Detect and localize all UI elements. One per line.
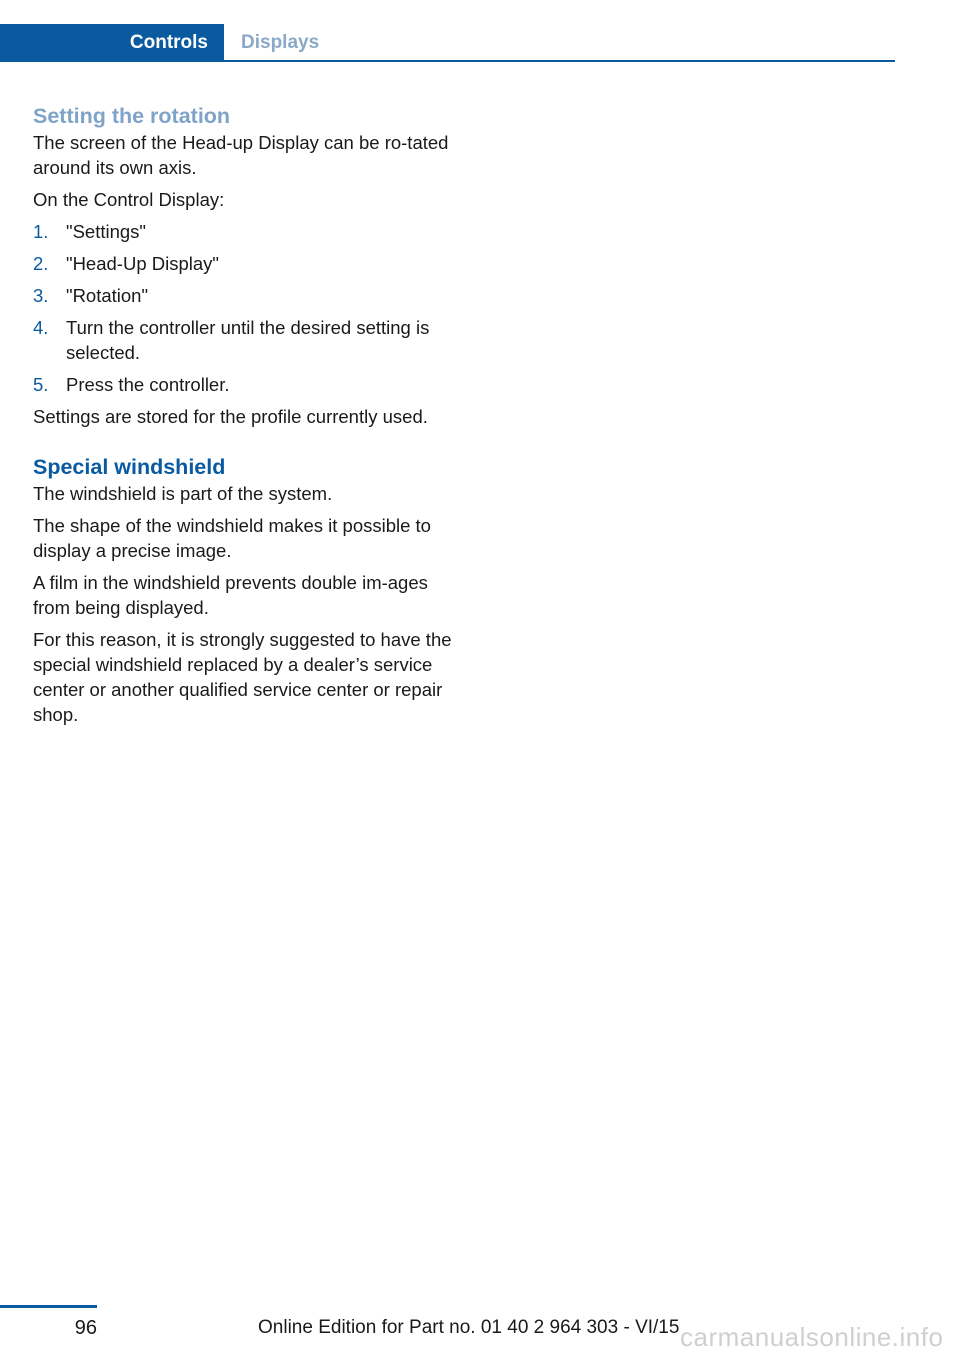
edition-text: Online Edition for Part no. 01 40 2 964 303 - VI/15	[258, 1317, 680, 1338]
tab-displays[interactable]: Displays	[241, 32, 320, 53]
header-divider	[0, 60, 895, 62]
step-number: 1.	[33, 221, 49, 242]
page-number: 96	[74, 1317, 97, 1339]
step-text: "Rotation"	[66, 285, 149, 306]
section-heading-windshield: Special windshield	[33, 455, 226, 479]
step-number: 3.	[33, 285, 49, 306]
step-text: "Head-Up Display"	[66, 253, 219, 274]
page-content	[33, 102, 453, 734]
step-item	[33, 251, 453, 276]
windshield-paragraph: The shape of the windshield makes it possible to display a precise image.	[33, 515, 431, 561]
step-number: 4.	[33, 317, 49, 338]
tab-controls[interactable]: Controls	[0, 24, 224, 62]
windshield-paragraph: The windshield is part of the system.	[33, 483, 333, 504]
step-text: Press the controller.	[66, 374, 230, 395]
section-heading-rotation: Setting the rotation	[33, 104, 231, 128]
step-number: 5.	[33, 374, 49, 395]
rotation-steps	[33, 219, 453, 397]
footer-divider	[0, 1305, 97, 1308]
step-item	[33, 315, 453, 365]
step-text: Turn the controller until the desired setting is selected.	[66, 317, 430, 363]
windshield-paragraph: For this reason, it is strongly suggested to have the special windshield replaced by a dealer’s service center or another qualified service center or repair shop.	[33, 629, 452, 725]
rotation-lead: On the Control Display:	[33, 189, 225, 210]
rotation-intro: The screen of the Head-up Display can be ro‐tated around its own axis.	[33, 132, 449, 178]
rotation-note: Settings are stored for the profile currently used.	[33, 406, 428, 427]
watermark: carmanualsonline.info	[680, 1322, 944, 1352]
step-item	[33, 283, 453, 308]
step-item	[33, 219, 453, 244]
windshield-paragraph: A film in the windshield prevents double im‐ages from being displayed.	[33, 572, 428, 618]
step-text: "Settings"	[66, 221, 146, 242]
step-number: 2.	[33, 253, 49, 274]
step-item	[33, 372, 453, 397]
